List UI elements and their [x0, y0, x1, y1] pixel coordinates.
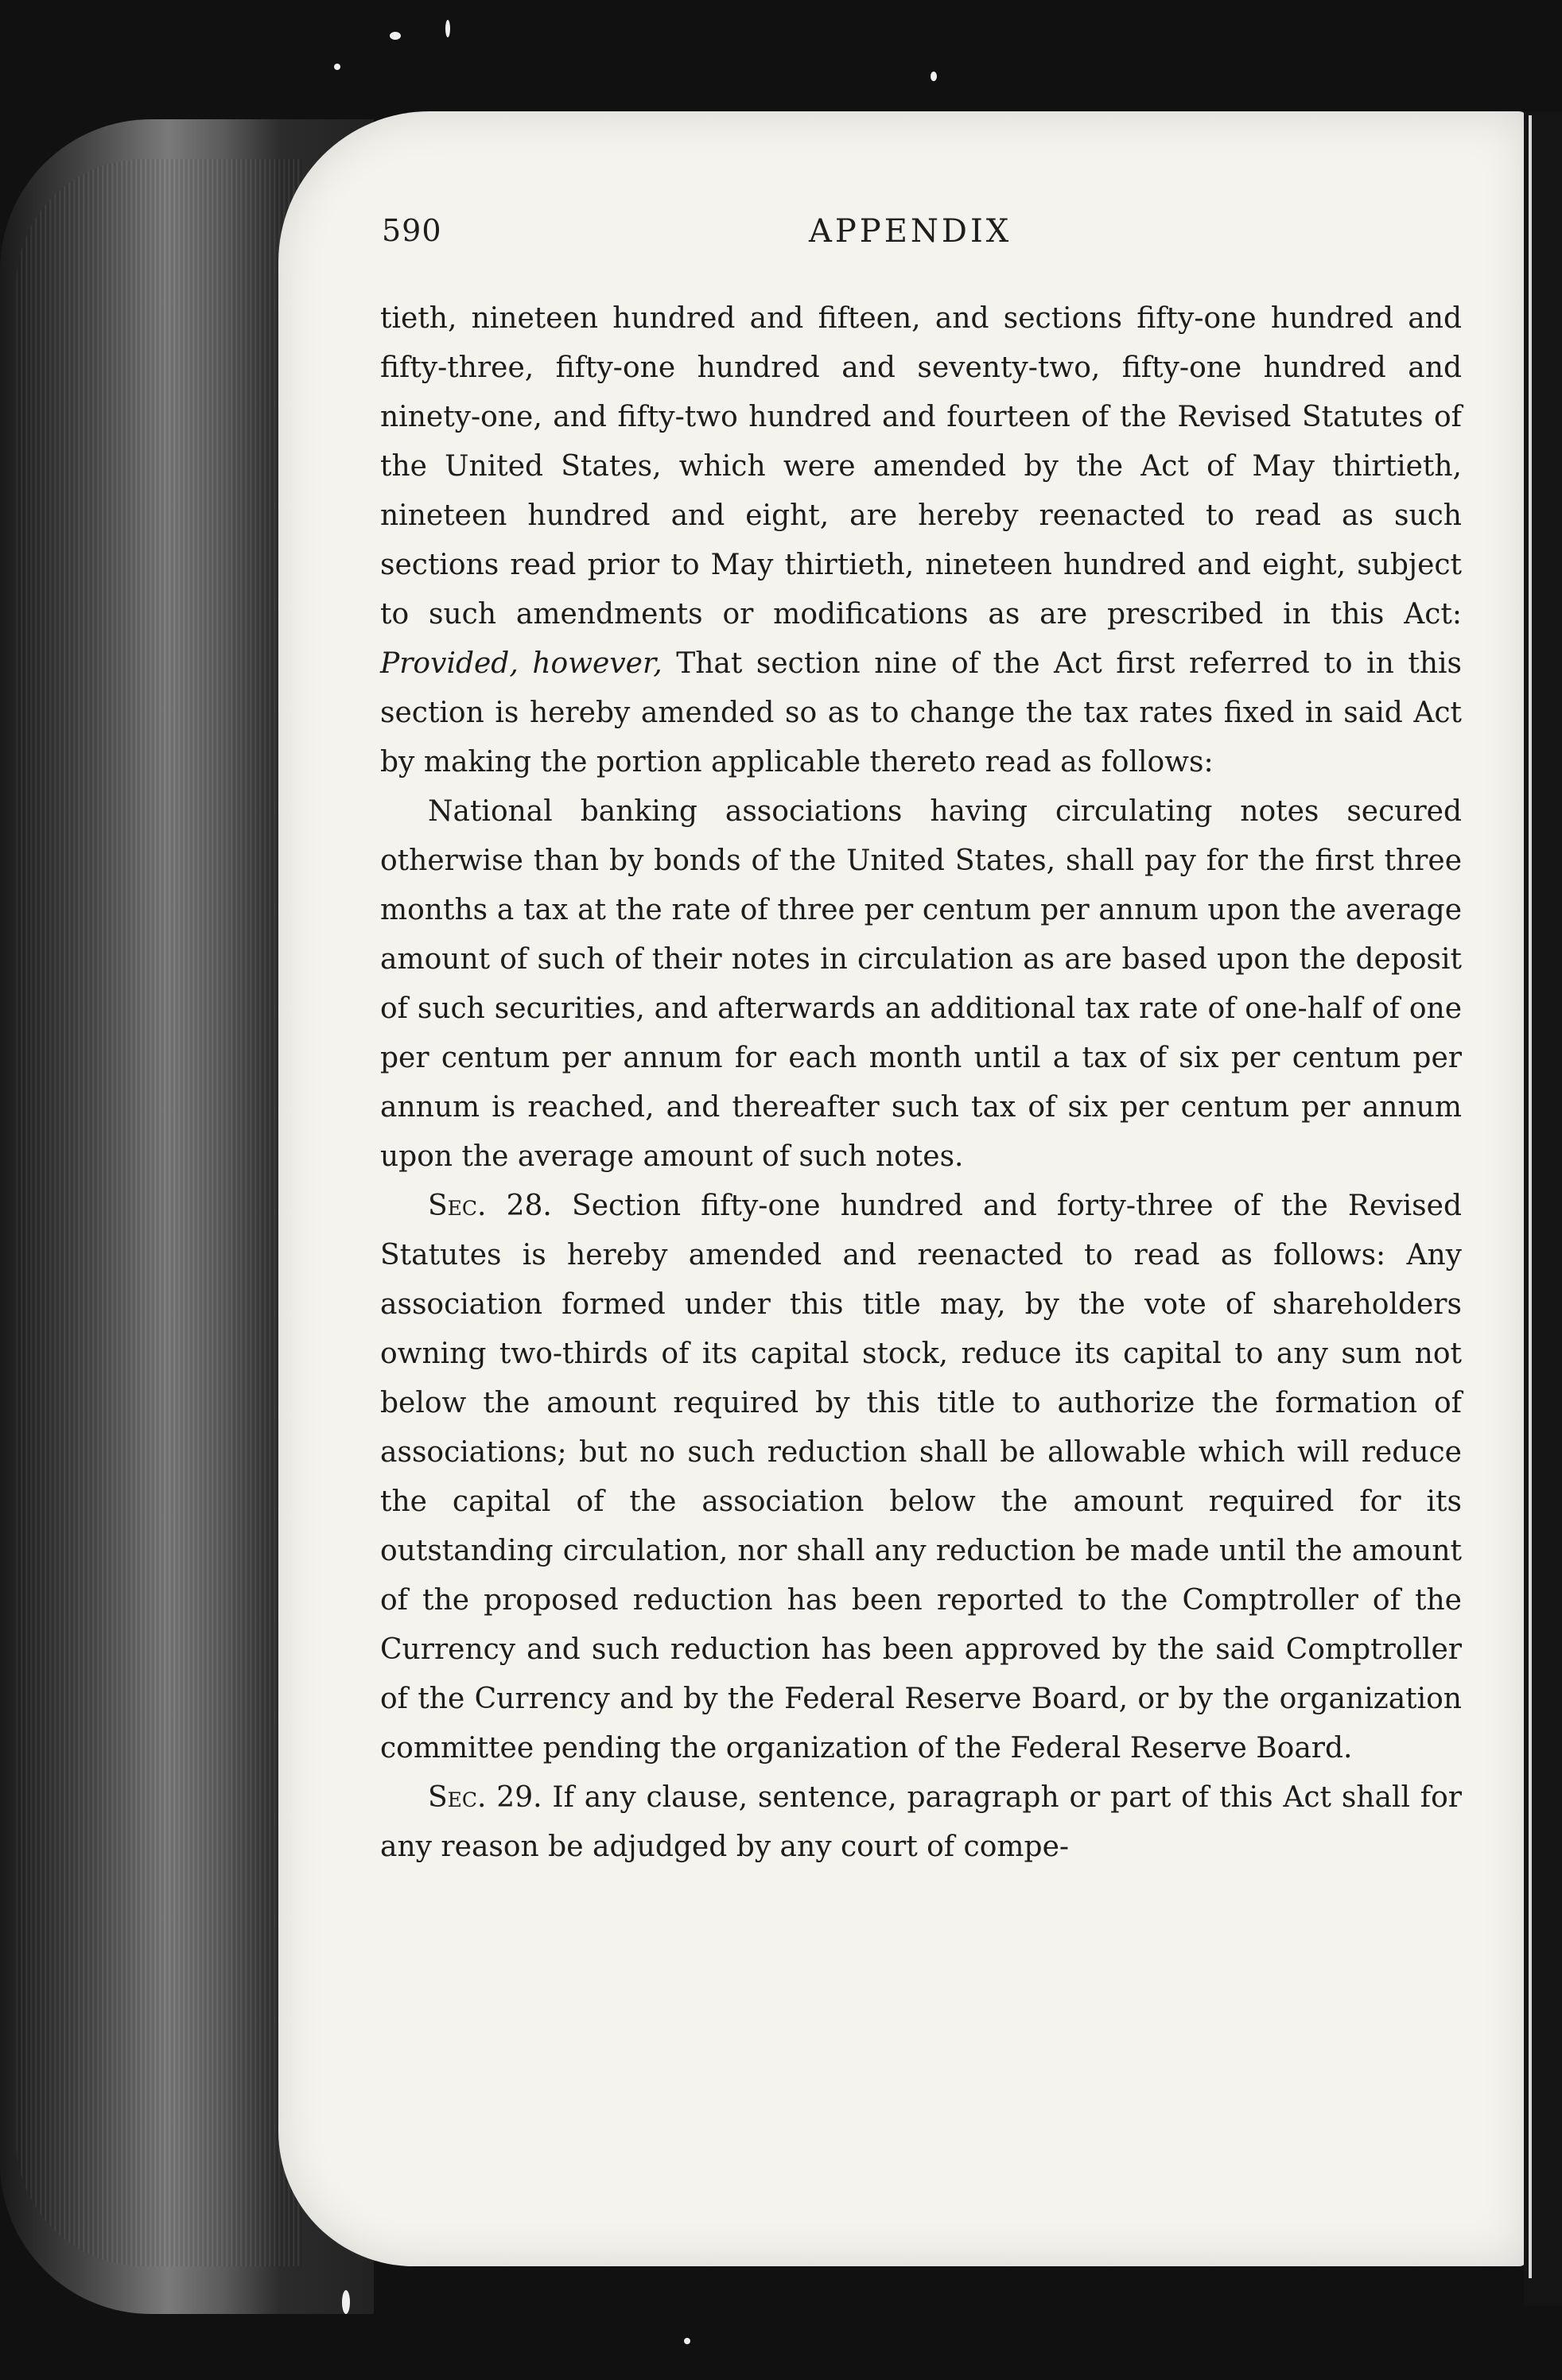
paragraph-section-28 — [380, 1182, 1462, 1773]
dust-speck — [931, 72, 937, 81]
dust-speck — [390, 32, 401, 40]
paragraph-continuation — [380, 294, 1462, 787]
paragraph-text: If any clause, sentence, paragraph or part of this Act shall for any reason be adjudged by any court of compe- — [380, 1781, 1462, 1863]
section-label: Sec. 29. — [428, 1781, 542, 1814]
paragraph-text: tieth, nineteen hundred and fifteen, and sections fifty-one hundred and fifty-three, fifty-one hundred and seventy-two, fifty-one hundred and ninety-one, and fifty-two hundred and fourteen of the Revised Statutes of the United States, which were amended by the Act of May thirtieth, nineteen hundred and eight, are hereby reenacted to read as such sections read prior to May thirtieth, nineteen hundred and eight, subject to such amendments or modifications as are prescribed in this Act: — [380, 302, 1462, 631]
paragraph-section-29 — [380, 1773, 1462, 1872]
section-label: Sec. 28. — [428, 1190, 552, 1222]
paragraph-tax-rates — [380, 787, 1462, 1182]
paragraph-text: Section fifty-one hundred and forty-three of the Revised Statutes is hereby amended and reenacted to read as follows: Any association formed under this title may, by the vote of shareholders owning two-thirds of its capital stock, reduce its capital to any sum not below the amount required by this title to authorize the formation of associations; but no such reduction shall be allowable which will reduce the capital of the association below the amount required for its outstanding circulation, nor shall any reduction be made until the amount of the proposed reduction has been reported to the Comptroller of the Currency and such reduction has been approved by the said Comptroller of the Currency and by the Federal Reserve Board, or by the organization committee pending the organization of the Federal Reserve Board. — [380, 1190, 1462, 1765]
page-body — [380, 294, 1462, 1872]
page-number: 590 — [382, 213, 442, 248]
dust-speck — [684, 2338, 690, 2344]
dust-speck — [334, 64, 340, 70]
dust-speck — [445, 20, 450, 37]
book-page-edge-texture — [16, 159, 302, 2266]
paragraph-text: National banking associations having circulating notes secured otherwise than by bonds of the United States, shall pay for the first three months a tax at the rate of three per centum per annum upon the average amount of such of their notes in circulation as are based upon the deposit of such securities, and afterwards an additional tax rate of one-half of one per centum per annum for each month until a tax of six per centum per annum is reached, and thereafter such tax of six per centum per annum upon the average amount of such notes. — [380, 795, 1462, 1173]
paragraph-text: That section nine of the Act first referred to in this section is hereby amended so as to change the tax rates fixed in said Act by making the portion applicable thereto read as follows: — [380, 647, 1462, 778]
page-header — [382, 213, 1463, 261]
running-head: APPENDIX — [809, 213, 1012, 250]
right-page-edge-line — [1529, 115, 1532, 2278]
dust-speck — [342, 2290, 350, 2314]
proviso-italic: Provided, however, — [380, 647, 662, 680]
